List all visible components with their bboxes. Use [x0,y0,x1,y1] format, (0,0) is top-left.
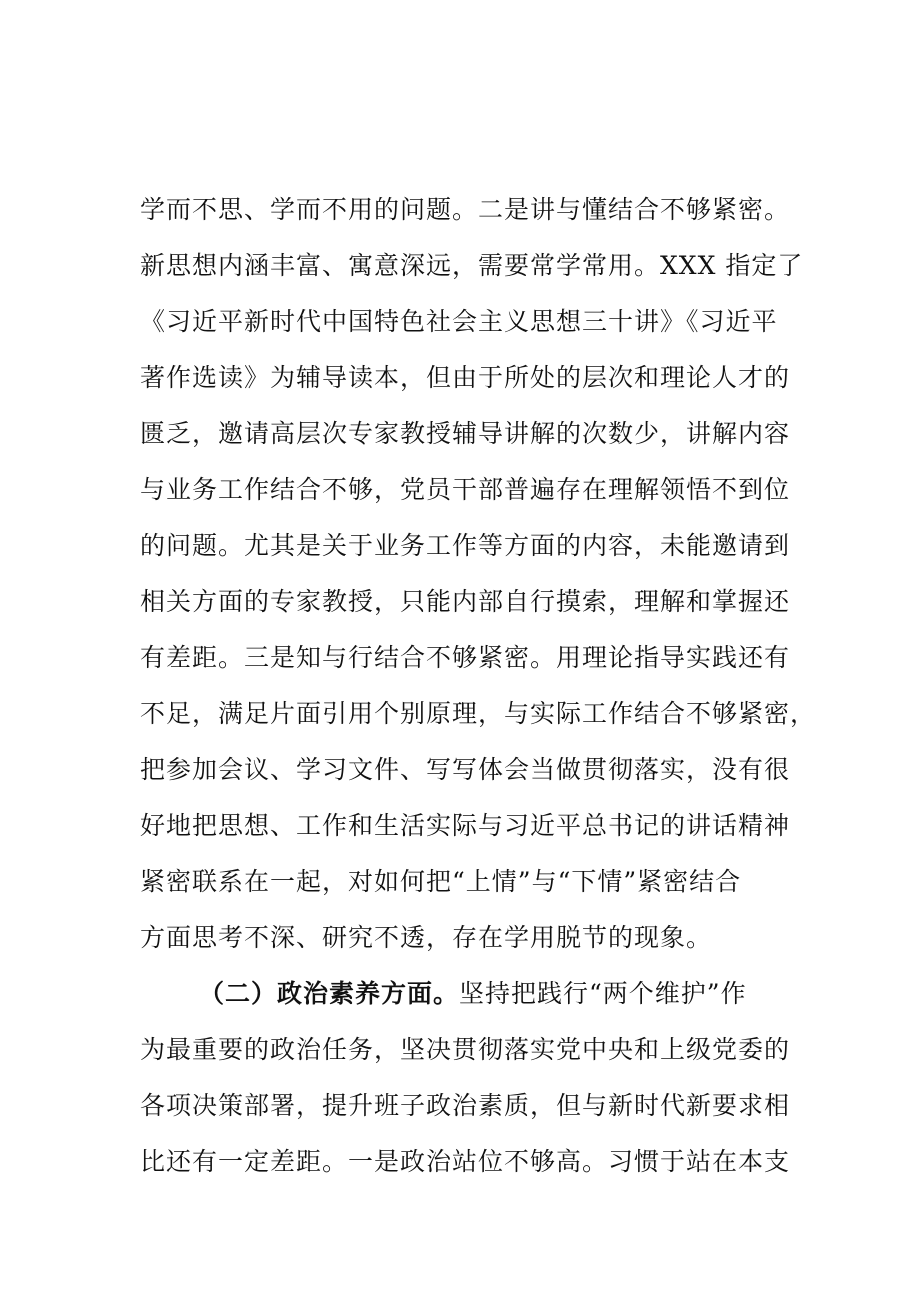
section-first-line [199,971,899,1017]
text-line: 把参加会议、学习文件、写写体会当做贯彻落实，没有很 [140,755,791,784]
text-line: 与业务工作结合不够，党员干部普遍存在理解领悟不到位 [140,475,791,504]
text-line: 相关方面的专家教授，只能内部自行摸索，理解和掌握还 [140,587,791,616]
text-line: 不足，满足片面引用个别原理，与实际工作结合不够紧密， [140,699,817,728]
text-line: 有差距。三是知与行结合不够紧密。用理论指导实践还有 [140,643,791,672]
text-line: 紧密联系在一起，对如何把“上情”与“下情”紧密结合 [140,867,742,896]
text-line: 各项决策部署，提升班子政治素质，但与新时代新要求相 [140,1091,791,1120]
text-line: 学而不思、学而不用的问题。二是讲与懂结合不够紧密。 [140,195,791,224]
text-line: 新思想内涵丰富、寓意深远，需要常学常用。XXX 指定了 [140,251,804,280]
section-heading: （二）政治素养方面。 [199,979,460,1008]
text-line: 《习近平新时代中国特色社会主义思想三十讲》《习近平 [140,307,778,336]
text-line: 为最重要的政治任务，坚决贯彻落实党中央和上级党委的 [140,1035,791,1064]
text-line: 著作选读》为辅导读本，但由于所处的层次和理论人才的 [140,363,791,392]
text-line: 比还有一定差距。一是政治站位不够高。习惯于站在本支 [140,1147,791,1176]
text-line: 好地把思想、工作和生活实际与习近平总书记的讲话精神 [140,811,791,840]
text-line: 匮乏，邀请高层次专家教授辅导讲解的次数少，讲解内容 [140,419,791,448]
text-line: 的问题。尤其是关于业务工作等方面的内容，未能邀请到 [140,531,791,560]
text-line: 方面思考不深、研究不透，存在学用脱节的现象。 [140,923,713,952]
section-text: 坚持把践行“两个维护”作 [459,979,747,1008]
